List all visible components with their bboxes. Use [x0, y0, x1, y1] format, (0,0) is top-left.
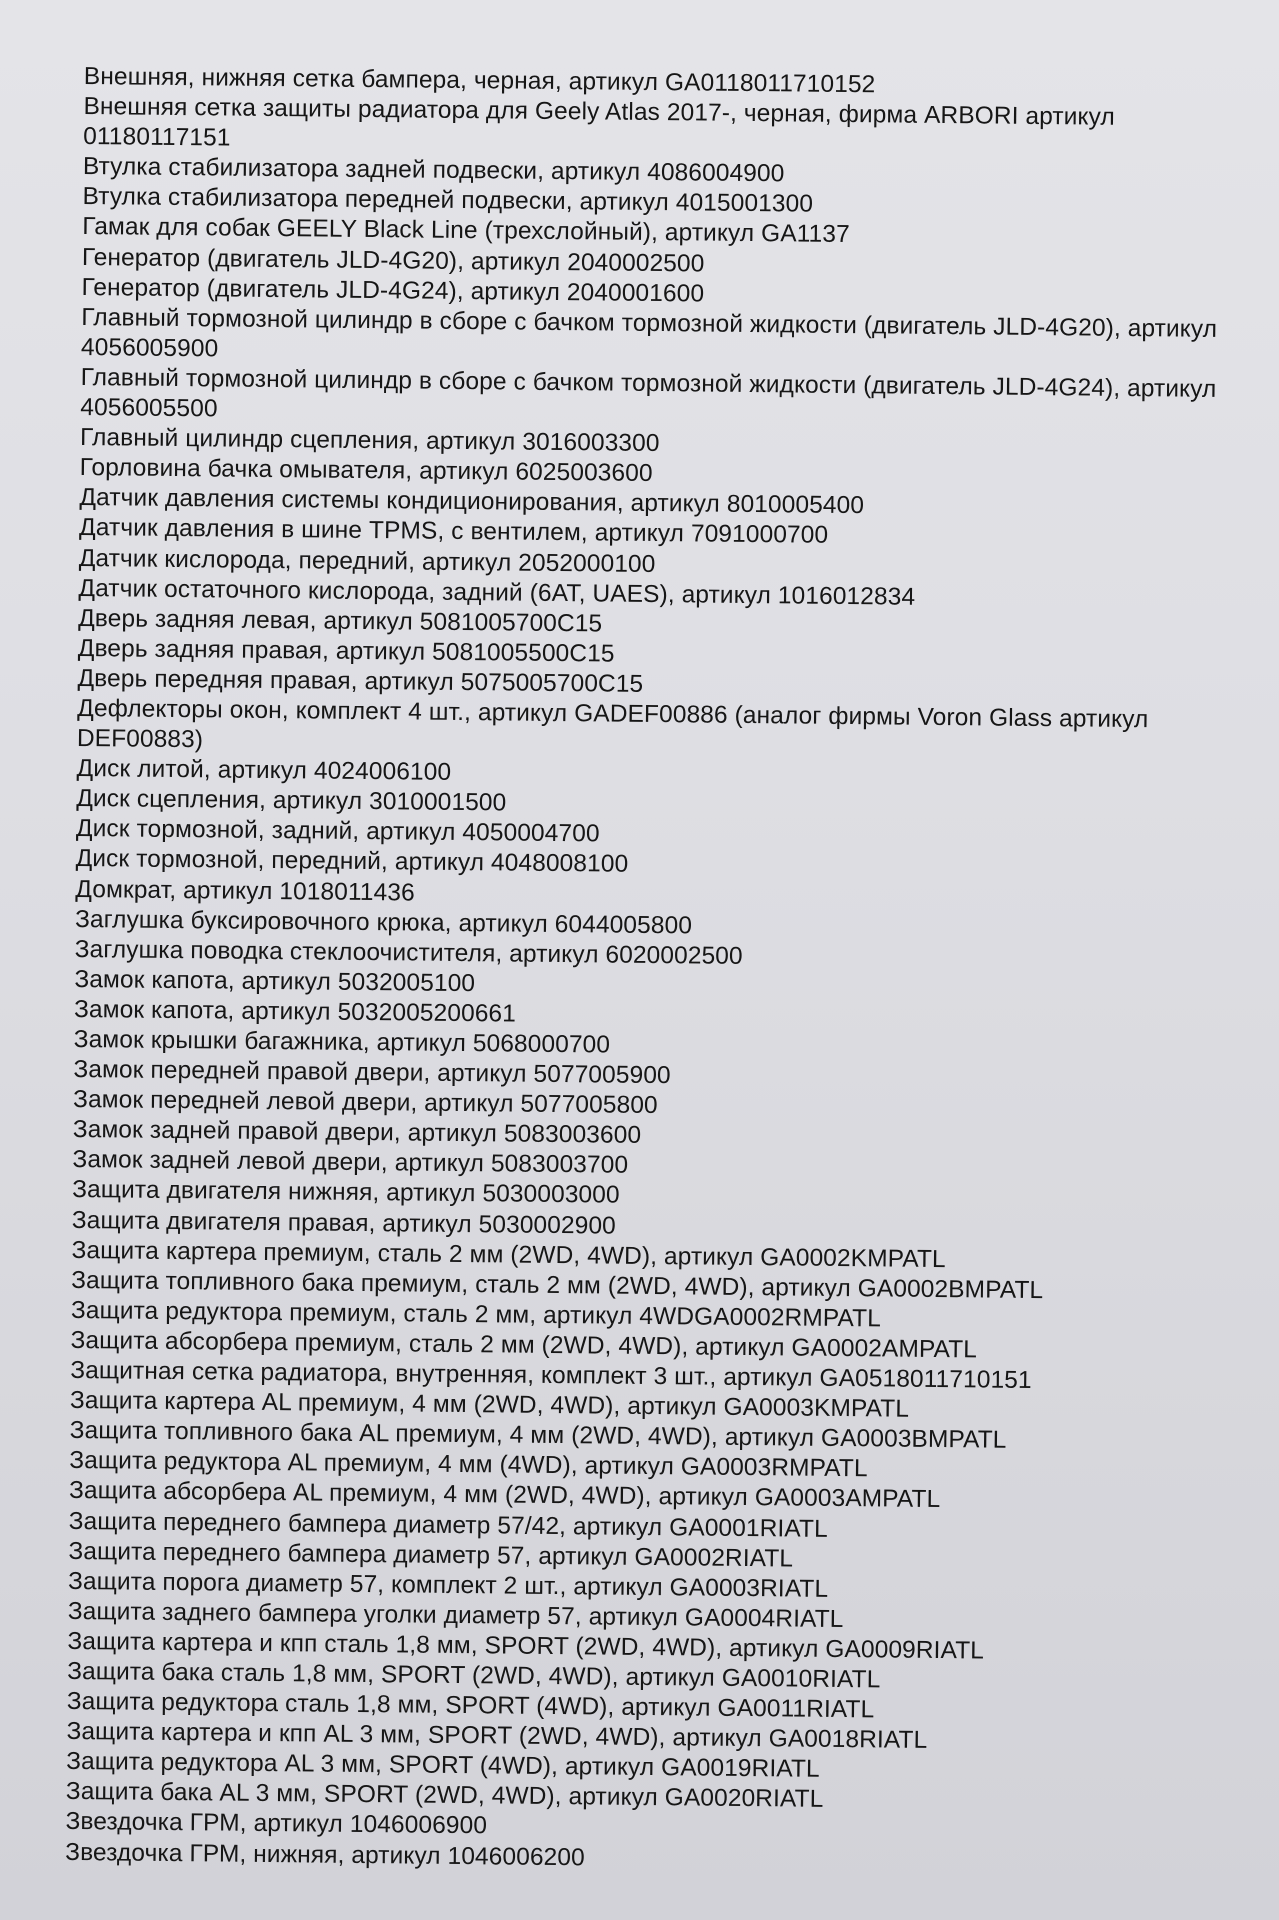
- list-item: Замок передней правой двери, артикул 5077005900: [73, 1056, 671, 1090]
- list-item: Защитная сетка радиатора, внутренняя, комплект 3 шт., артикул GA0518011710151: [70, 1356, 1032, 1395]
- list-item: Защита переднего бампера диаметр 57/42, артикул GA0001RIATL: [68, 1507, 828, 1543]
- list-item: Датчик остаточного кислорода, задний (6AT, UAES), артикул 1016012834: [78, 574, 916, 611]
- list-item: Дефлекторы окон, комплект 4 шт., артикул GADEF00886 (аналог фирмы Voron Glass артикул DEF00883): [76, 694, 1149, 754]
- list-item: Защита картера AL премиум, 4 мм (2WD, 4WD), артикул GA0003KMPATL: [69, 1387, 910, 1423]
- list-item: Диск литой, артикул 4024006100: [76, 755, 452, 787]
- list-item: Втулка стабилизатора передней подвески, артикул 4015001300: [82, 183, 814, 219]
- list-item: Защита редуктора AL 3 мм, SPORT (4WD), артикул GA0019RIATL: [66, 1748, 820, 1784]
- list-item: Внешняя, нижняя сетка бампера, черная, артикул GA0118011710152: [83, 62, 876, 99]
- list-item: Датчик кислорода, передний, артикул 2052000100: [78, 544, 656, 578]
- list-item: Втулка стабилизатора задней подвески, артикул 4086004900: [82, 153, 785, 188]
- list-item: Защита заднего бампера уголки диаметр 57, артикул GA0004RIATL: [67, 1597, 844, 1633]
- list-item: Диск тормозной, задний, артикул 4050004700: [75, 815, 600, 848]
- list-item: Замок капота, артикул 5032005200661: [73, 995, 517, 1028]
- list-item: Генератор (двигатель JLD-4G24), артикул 2040001600: [81, 273, 705, 308]
- list-item: Гамак для собак GEELY Black Line (трехслойный), артикул GA1137: [82, 213, 850, 249]
- list-item: Диск тормозной, передний, артикул 4048008100: [75, 845, 629, 879]
- list-item: Датчик давления системы кондиционирования, артикул 8010005400: [79, 484, 865, 520]
- list-item: Замок задней левой двери, артикул 5083003700: [72, 1146, 629, 1180]
- list-item: Защита картера и кпп сталь 1,8 мм, SPORT (2WD, 4WD), артикул GA0009RIATL: [67, 1627, 985, 1665]
- list-item: Защита картера премиум, сталь 2 мм (2WD, 4WD), артикул GA0002KMPATL: [71, 1236, 946, 1273]
- list-item: Защита бака сталь 1,8 мм, SPORT (2WD, 4WD), артикул GA0010RIATL: [67, 1657, 881, 1694]
- list-item: Генератор (двигатель JLD-4G20), артикул 2040002500: [81, 243, 705, 278]
- list-item: Внешняя сетка защиты радиатора для Geely Atlas 2017-, черная, фирма ARBORI артикул 01180117151: [83, 93, 1115, 152]
- list-item: Домкрат, артикул 1018011436: [75, 875, 415, 907]
- list-item: Защита порога диаметр 57, комплект 2 шт., артикул GA0003RIATL: [67, 1567, 829, 1603]
- list-item: Датчик давления в шине TPMS, с вентилем, артикул 7091000700: [78, 514, 829, 550]
- list-item: Замок крышки багажника, артикул 5068000700: [73, 1025, 611, 1059]
- list-item: Дверь передняя правая, артикул 5075005700C15: [77, 664, 644, 698]
- list-item: Дверь задняя правая, артикул 5081005500C15: [77, 634, 615, 668]
- list-item: Главный тормозной цилиндр в сборе с бачком тормозной жидкости (двигатель JLD-4G24), артикул 4056005500: [80, 363, 1217, 423]
- list-item: Звездочка ГРМ, артикул 1046006900: [65, 1808, 488, 1840]
- list-item: Замок задней правой двери, артикул 5083003600: [72, 1116, 642, 1150]
- list-item: Заглушка буксировочного крюка, артикул 6044005800: [74, 905, 693, 940]
- list-item: Защита топливного бака AL премиум, 4 мм (2WD, 4WD), артикул GA0003BMPATL: [69, 1417, 1007, 1454]
- list-item: Защита абсорбера премиум, сталь 2 мм (2WD, 4WD), артикул GA0002AMPATL: [70, 1326, 978, 1364]
- list-item: Защита редуктора AL премиум, 4 мм (4WD), артикул GA0003RMPATL: [69, 1447, 868, 1483]
- list-item: Защита двигателя нижняя, артикул 5030003000: [72, 1176, 620, 1210]
- list-item: Защита абсорбера AL премиум, 4 мм (2WD, 4WD), артикул GA0003AMPATL: [68, 1477, 941, 1514]
- list-item: Дверь задняя левая, артикул 5081005700C15: [78, 604, 603, 638]
- list-item: Звездочка ГРМ, нижняя, артикул 1046006200: [65, 1838, 585, 1871]
- list-item: Диск сцепления, артикул 3010001500: [76, 785, 507, 817]
- list-item: Защита редуктора премиум, сталь 2 мм, артикул 4WDGA0002RMPATL: [70, 1296, 882, 1333]
- list-item: Защита переднего бампера диаметр 57, артикул GA0002RIATL: [68, 1537, 794, 1573]
- list-item: Замок капота, артикул 5032005100: [74, 965, 476, 997]
- list-item: Защита бака AL 3 мм, SPORT (2WD, 4WD), артикул GA0020RIATL: [65, 1778, 824, 1814]
- list-item: Защита редуктора сталь 1,8 мм, SPORT (4WD), артикул GA0011RIATL: [66, 1687, 875, 1724]
- list-item: Защита двигателя правая, артикул 5030002900: [71, 1206, 617, 1240]
- list-item: Главный цилиндр сцепления, артикул 3016003300: [79, 424, 660, 458]
- list-item: Замок передней левой двери, артикул 5077005800: [72, 1086, 658, 1120]
- list-item: Заглушка поводка стеклоочистителя, артикул 6020002500: [74, 935, 743, 970]
- list-item: Горловина бачка омывателя, артикул 6025003600: [79, 454, 653, 488]
- list-item: Главный тормозной цилиндр в сборе с бачком тормозной жидкости (двигатель JLD-4G20), артикул 4056005900: [80, 303, 1218, 363]
- parts-list: [65, 62, 1264, 1880]
- list-item: Защита картера и кпп AL 3 мм, SPORT (2WD, 4WD), артикул GA0018RIATL: [66, 1718, 928, 1755]
- list-item: Защита топливного бака премиум, сталь 2 мм (2WD, 4WD), артикул GA0002BMPATL: [71, 1266, 1044, 1304]
